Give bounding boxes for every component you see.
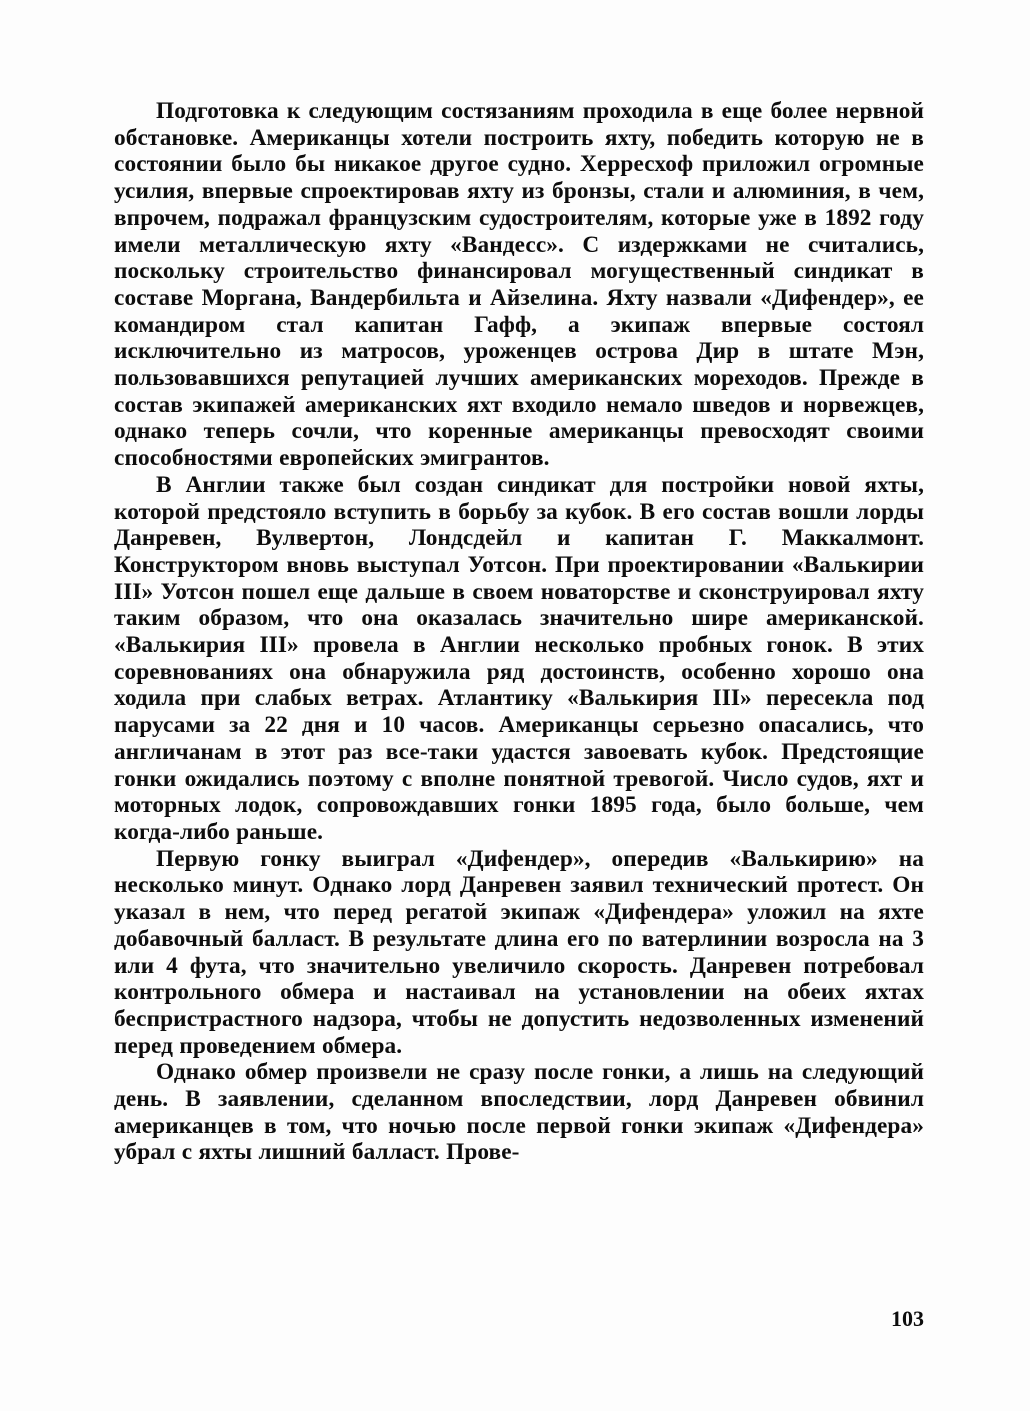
body-text xyxy=(114,98,924,1166)
page-number: 103 xyxy=(891,1306,924,1331)
paragraph-2: В Англии также был создан синдикат для постройки новой яхты, которой предстояло вступить в борьбу за кубок. В его состав вошли лорды Данревен, Вулвертон, Лондсдейл и капитан Г. Маккалмонт. Конструктором вновь выступал Уотсон. При проектировании «Валькирии III» Уотсон пошел еще дальше в своем новаторстве и сконструировал яхту таким образом, что она оказалась значительно шире американской. «Валькирия III» провела в Англии несколько пробных гонок. В этих соревнованиях она обнаружила ряд достоинств, особенно хорошо она ходила при слабых ветрах. Атлантику «Валькирия III» пересекла под парусами за 22 дня и 10 часов. Американцы серьезно опасались, что англичанам в этот раз все-таки удастся завоевать кубок. Предстоящие гонки ожидались поэтому с вполне понятной тревогой. Число судов, яхт и моторных лодок, сопровождавших гонки 1895 года, было больше, чем когда-либо раньше. xyxy=(114,471,924,845)
paragraph-4: Однако обмер произвели не сразу после гонки, а лишь на следующий день. В заявлении, сделанном впоследствии, лорд Данревен обвинил американцев в том, что ночью после первой гонки экипаж «Дифендера» убрал с яхты лишний балласт. Прове- xyxy=(114,1059,924,1166)
paragraph-1: Подготовка к следующим состязаниям проходила в еще более нервной обстановке. Американцы хотели построить яхту, победить которую не в состоянии было бы никакое другое судно. Херресхоф приложил огромные усилия, впервые спроектировав яхту из бронзы, стали и алюминия, в чем, впрочем, подражал французским судостроителям, которые уже в 1892 году имели металлическую яхту «Вандесс». С издержками не считались, поскольку строительство финансировал могущественный синдикат в составе Моргана, Вандербильта и Айзелина. Яхту назвали «Дифендер», ее командиром стал капитан Гафф, а экипаж впервые состоял исключительно из матросов, уроженцев острова Дир в штате Мэн, пользовавшихся репутацией лучших американских мореходов. Прежде в состав экипажей американских яхт входило немало шведов и норвежцев, однако теперь сочли, что коренные американцы превосходят своими способностями европейских эмигрантов. xyxy=(114,98,924,472)
paragraph-3: Первую гонку выиграл «Дифендер», опередив «Валькирию» на несколько минут. Однако лорд Данревен заявил технический протест. Он указал в нем, что перед регатой экипаж «Дифендера» уложил на яхте добавочный балласт. В результате длина его по ватерлинии возросла на 3 или 4 фута, что значительно увеличило скорость. Данревен потребовал контрольного обмера и настаивал на установлении на обеих яхтах беспристрастного надзора, чтобы не допустить недозволенных изменений перед проведением обмера. xyxy=(114,845,924,1059)
